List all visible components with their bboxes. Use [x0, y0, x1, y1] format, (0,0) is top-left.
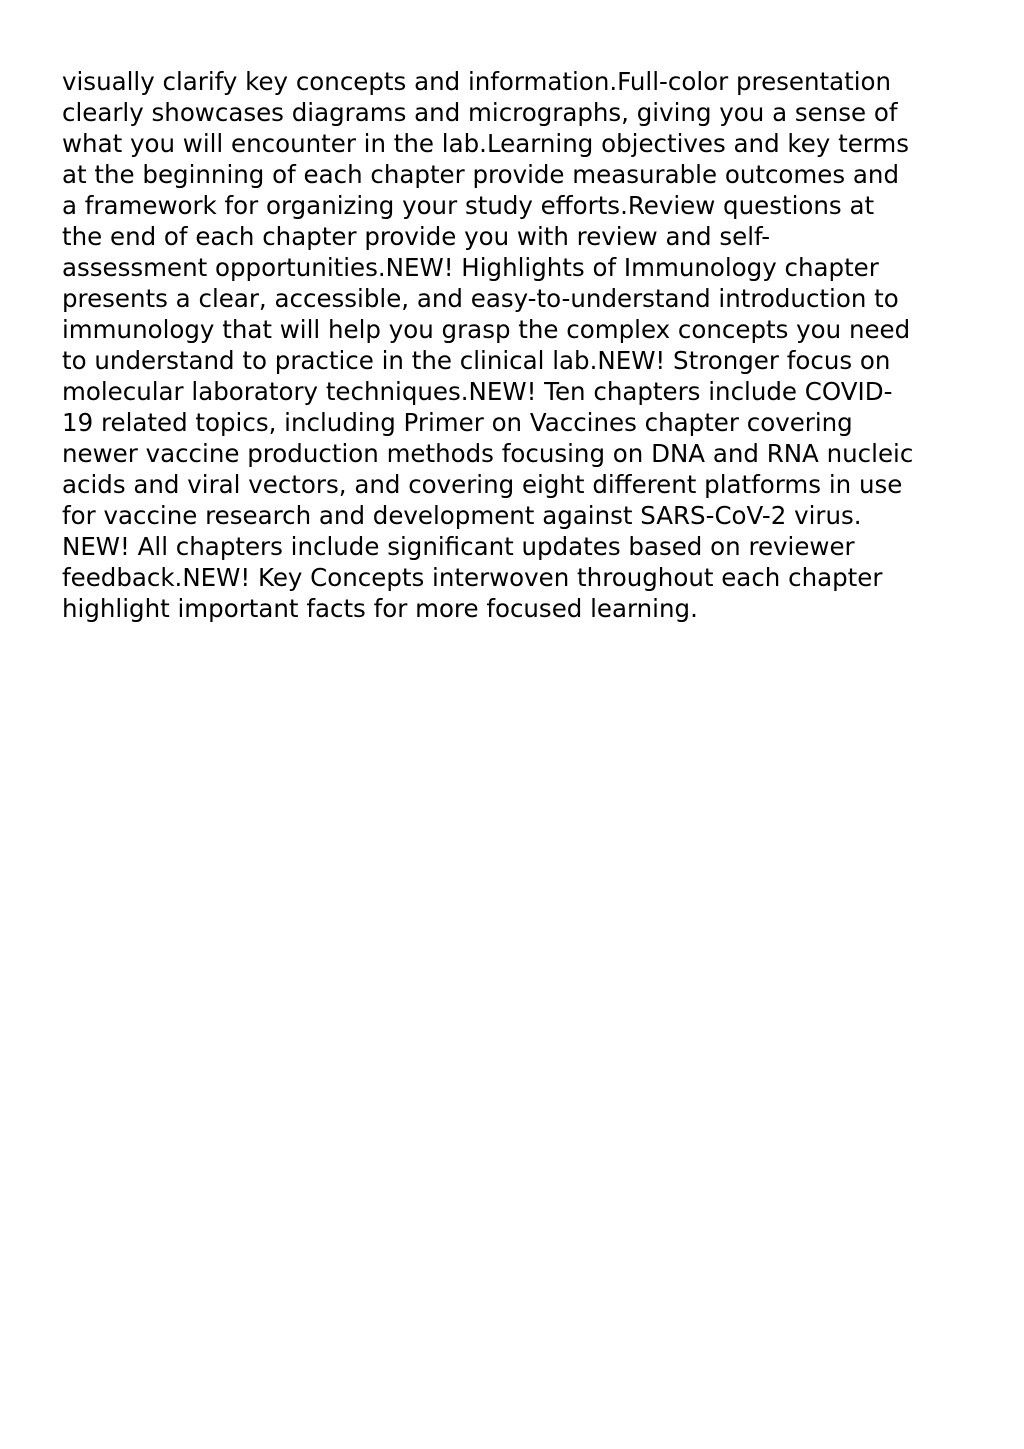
text-line: presents a clear, accessible, and easy-to-understand introduction to — [62, 284, 899, 313]
text-line: 19 related topics, including Primer on Vaccines chapter covering — [62, 408, 853, 437]
text-line: visually clarify key concepts and information.Full-color presentation — [62, 67, 892, 96]
text-line: for vaccine research and development against SARS-CoV-2 virus. — [62, 501, 862, 530]
text-line: acids and viral vectors, and covering eight different platforms in use — [62, 470, 903, 499]
text-line: highlight important facts for more focused learning. — [62, 594, 698, 623]
text-line: to understand to practice in the clinical lab.NEW! Stronger focus on — [62, 346, 891, 375]
text-line: newer vaccine production methods focusing on DNA and RNA nucleic — [62, 439, 914, 468]
text-line: a framework for organizing your study efforts.Review questions at — [62, 191, 875, 220]
text-line: NEW! All chapters include significant updates based on reviewer — [62, 532, 855, 561]
text-line: assessment opportunities.NEW! Highlights of Immunology chapter — [62, 253, 879, 282]
text-line: what you will encounter in the lab.Learning objectives and key terms — [62, 129, 910, 158]
text-line: at the beginning of each chapter provide measurable outcomes and — [62, 160, 900, 189]
text-line: molecular laboratory techniques.NEW! Ten chapters include COVID- — [62, 377, 893, 406]
text-line: immunology that will help you grasp the complex concepts you need — [62, 315, 911, 344]
text-line: clearly showcases diagrams and micrographs, giving you a sense of — [62, 98, 898, 127]
text-line: the end of each chapter provide you with review and self- — [62, 222, 771, 251]
body-paragraph — [62, 66, 982, 624]
text-line: feedback.NEW! Key Concepts interwoven throughout each chapter — [62, 563, 883, 592]
